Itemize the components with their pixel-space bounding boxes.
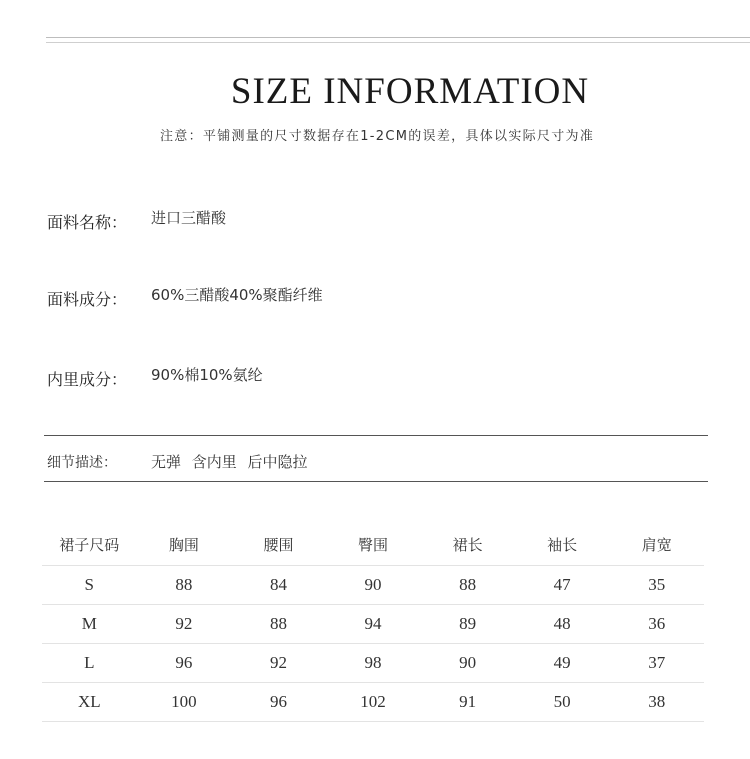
- top-divider-line-secondary: [46, 42, 750, 43]
- sleeve-length-cell: 48: [553, 614, 571, 633]
- skirt-length-cell: 90: [459, 653, 477, 672]
- header-shoulder-width: 肩宽: [641, 536, 672, 554]
- fabric-name-label: 面料名称：: [47, 213, 128, 232]
- top-divider-line: [46, 37, 750, 38]
- bust-cell: 100: [171, 692, 197, 711]
- size-table-header: [42, 525, 704, 565]
- detail-top-divider: [44, 435, 708, 436]
- size-cell: L: [84, 653, 95, 672]
- detail-value: 无弹 含内里 后中隐拉: [151, 453, 308, 471]
- bust-cell: 88: [175, 575, 193, 594]
- size-table: [42, 525, 704, 722]
- size-cell: M: [81, 614, 97, 633]
- bust-cell: 96: [175, 653, 193, 672]
- fabric-name-value: 进口三醋酸: [151, 209, 227, 227]
- header-size: 裙子尺码: [59, 536, 120, 554]
- waist-cell: 84: [269, 575, 287, 594]
- skirt-length-cell: 88: [459, 575, 477, 594]
- hip-cell: 98: [364, 653, 382, 672]
- sleeve-length-cell: 47: [553, 575, 571, 594]
- size-cell: S: [84, 575, 95, 594]
- detail-label: 细节描述：: [47, 455, 117, 471]
- table-row: [42, 604, 704, 643]
- bust-cell: 92: [175, 614, 193, 633]
- shoulder-width-cell: 35: [648, 575, 666, 594]
- sleeve-length-cell: 49: [553, 653, 571, 672]
- hip-cell: 102: [360, 692, 386, 711]
- header-hip: 臀围: [358, 536, 389, 554]
- sleeve-length-cell: 50: [553, 692, 571, 711]
- shoulder-width-cell: 37: [648, 653, 666, 672]
- lining-composition-value: 90%棉10%氨纶: [151, 366, 263, 384]
- lining-composition-label: 内里成分：: [47, 370, 128, 389]
- fabric-composition-value: 60%三醋酸40%聚酯纤维: [151, 286, 323, 304]
- skirt-length-cell: 91: [459, 692, 477, 711]
- fabric-composition-label: 面料成分：: [47, 290, 128, 309]
- page-title: SIZE INFORMATION: [230, 71, 590, 112]
- hip-cell: 90: [364, 575, 382, 594]
- header-bust: 胸围: [168, 536, 199, 554]
- table-row: [42, 643, 704, 682]
- header-sleeve-length: 袖长: [547, 536, 578, 554]
- header-waist: 腰围: [263, 536, 294, 554]
- skirt-length-cell: 89: [459, 614, 477, 633]
- table-row: [42, 565, 704, 604]
- detail-bottom-divider: [44, 481, 708, 482]
- waist-cell: 88: [269, 614, 287, 633]
- size-cell: XL: [77, 692, 101, 711]
- header-skirt-length: 裙长: [452, 536, 483, 554]
- shoulder-width-cell: 38: [648, 692, 666, 711]
- waist-cell: 92: [269, 653, 287, 672]
- measurement-note: 注意：平铺测量的尺寸数据存在1-2CM的误差，具体以实际尺寸为准: [160, 129, 595, 144]
- table-row: [42, 682, 704, 722]
- shoulder-width-cell: 36: [648, 614, 666, 633]
- waist-cell: 96: [269, 692, 287, 711]
- hip-cell: 94: [364, 614, 382, 633]
